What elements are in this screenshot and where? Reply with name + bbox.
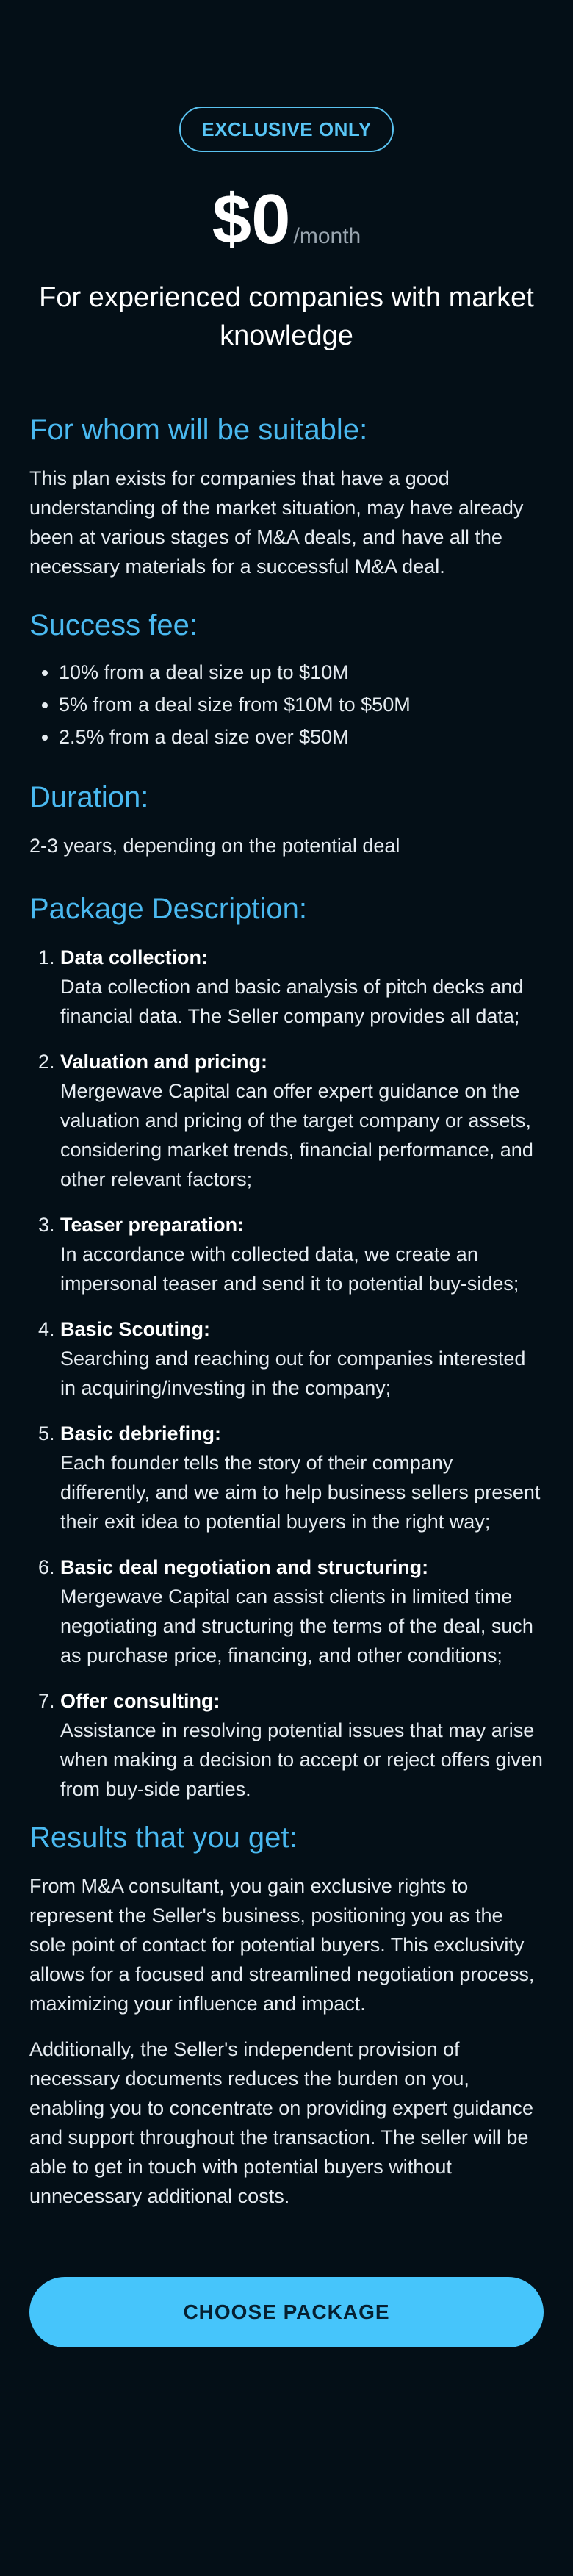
package-step [60,943,544,1031]
step-title: 3. Teaser preparation: [60,1214,245,1236]
package-step [60,1314,544,1403]
price-period: /month [293,224,361,248]
cta-wrapper [29,2277,544,2347]
step-title: 7. Offer consulting: [60,1690,220,1712]
package-step [60,1686,544,1804]
duration-title: Duration: [29,781,149,813]
plan-tagline-text: For experienced companies with market knowledge [39,282,534,351]
package-step [60,1553,544,1670]
step-title: 1. Data collection: [60,946,209,968]
step-description: Data collection and basic analysis of pitch decks and financial data. The Seller company provides all data; [60,976,524,1027]
step-description: Assistance in resolving potential issues that may arise when making a decision to accept or reject offers given from buy-side parties. [60,1719,543,1800]
package-step [60,1419,544,1536]
choose-package-button[interactable]: CHOOSE PACKAGE [29,2277,544,2347]
duration-text: 2-3 years, depending on the potential deal [29,835,400,857]
step-description: Mergewave Capital can offer expert guidance on the valuation and pricing of the target company or assets, considering market trends, financial performance, and other relevant factors; [60,1080,533,1190]
step-description: Searching and reaching out for companies interested in acquiring/investing in the company; [60,1348,526,1399]
success-fee-section [29,608,544,753]
step-title: 4. Basic Scouting: [60,1318,211,1340]
results-paragraph: Additionally, the Seller's independent provision of necessary documents reduces the burden on you, enabling you to concentrate on providing expert guidance and support throughout the transaction. The seller will be able to get in touch with potential buyers without unnecessary additional costs. [29,2038,533,2207]
duration-section [29,780,544,860]
results-paragraph: From M&A consultant, you gain exclusive rights to represent the Seller's business, positioning you as the sole point of contact for potential buyers. This exclusivity allows for a focused and streamlined negotiation process, maximizing your influence and impact. [29,1875,535,2015]
step-description: Each founder tells the story of their company differently, and we aim to help business sellers present their exit idea to potential buyers in the right way; [60,1452,541,1533]
results-section [29,1820,544,2211]
price-amount: $0 [212,180,291,259]
step-description: Mergewave Capital can assist clients in limited time negotiating and structuring the terms of the deal, such as purchase price, financing, and other conditions; [60,1586,533,1666]
price-row [29,180,544,259]
step-title: 2. Valuation and pricing: [60,1051,268,1073]
list-item: • 2.5% from a deal size over $50M [59,721,544,753]
package-steps [29,943,544,1804]
package-section [29,891,544,1804]
plan-tagline [29,278,544,355]
list-item: • 5% from a deal size from $10M to $50M [59,688,544,721]
package-title: Package Description: [29,893,307,925]
package-step [60,1047,544,1194]
badge-wrapper [29,0,544,152]
step-title: 5. Basic debriefing: [60,1422,222,1444]
suitable-section [29,412,544,581]
suitable-text: This plan exists for companies that have a good understanding of the market situation, may have already been at various stages of M&A deals, and have all the necessary materials for a successful M&A deal. [29,467,524,578]
exclusive-badge: EXCLUSIVE ONLY [179,107,393,152]
suitable-title: For whom will be suitable: [29,414,368,446]
success-fee-list [29,656,544,753]
step-title: 6. Basic deal negotiation and structuring: [60,1556,429,1578]
results-title: Results that you get: [29,1821,298,1854]
list-item: • 10% from a deal size up to $10M [59,656,544,688]
step-description: In accordance with collected data, we create an impersonal teaser and send it to potential buy-sides; [60,1243,519,1295]
package-step [60,1210,544,1298]
success-fee-title: Success fee: [29,609,198,641]
